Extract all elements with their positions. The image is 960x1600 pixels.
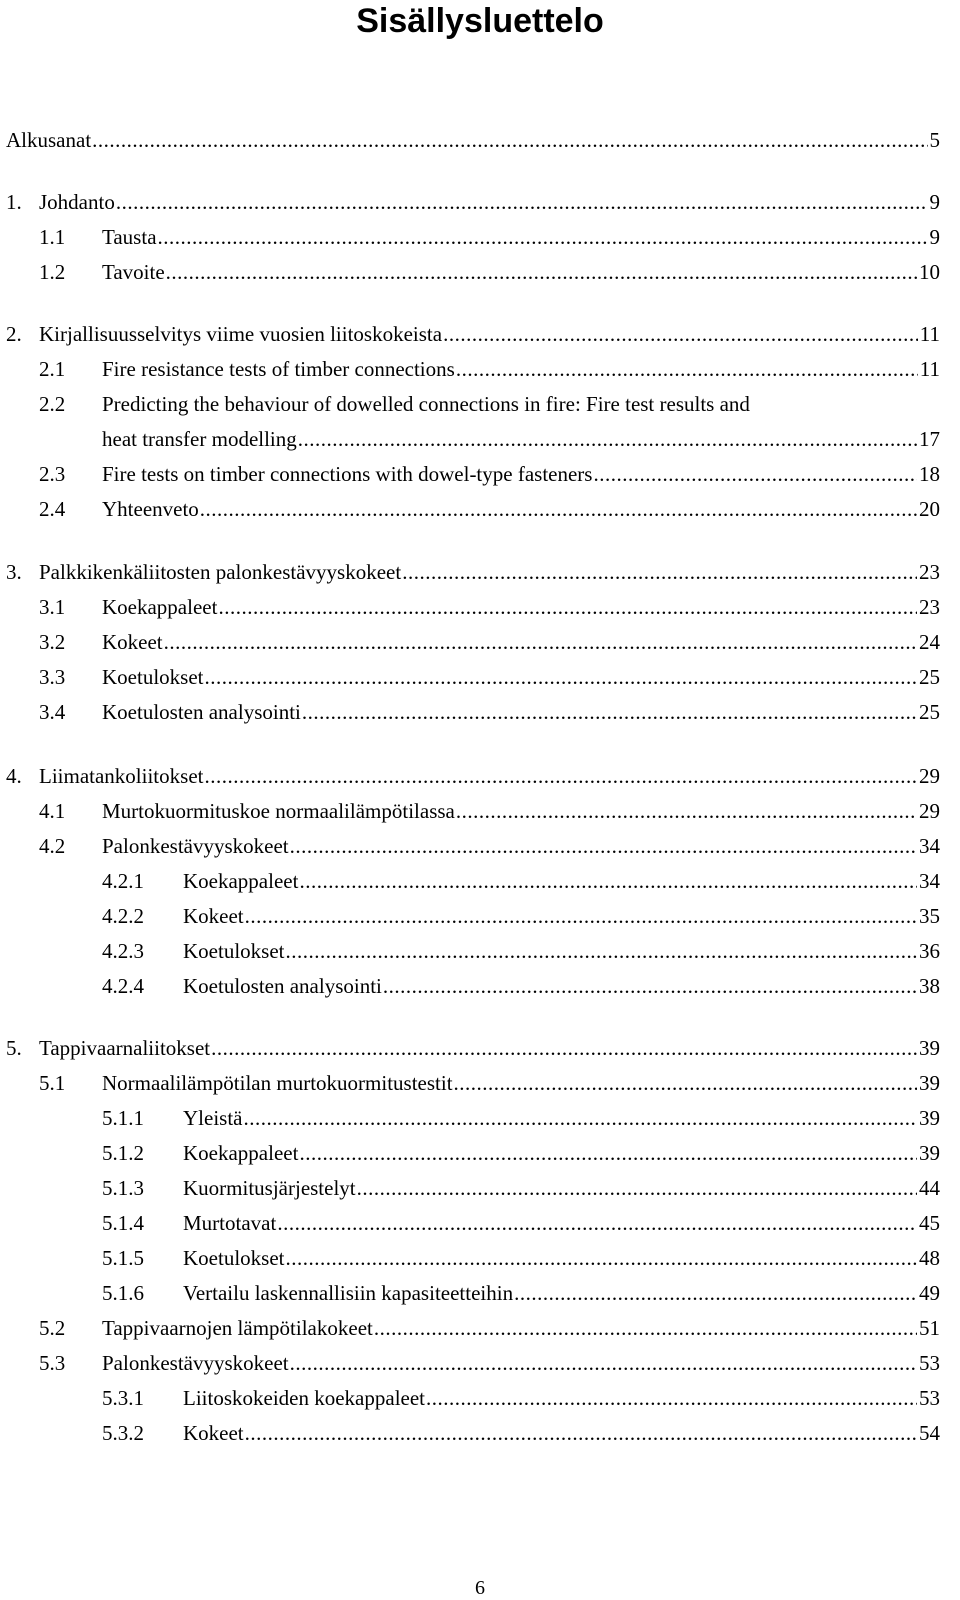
toc-entry-number: 2.3	[39, 462, 66, 486]
toc-leader	[116, 187, 928, 217]
toc-entry-text: Tausta	[102, 225, 157, 249]
toc-entry-number: 5.1.6	[102, 1281, 144, 1305]
toc-entry-text: Palkkikenkäliitosten palonkestävyyskokeet	[39, 560, 402, 584]
toc-entry-text: Kirjallisuusselvitys viime vuosien liitoskokeista	[39, 322, 443, 346]
toc-entry-text: Murtokuormituskoe normaalilämpötilassa	[102, 799, 455, 823]
toc-leader	[456, 354, 918, 384]
toc-entry-5-1-4[interactable]	[102, 1208, 940, 1238]
toc-entry-5-1-1[interactable]	[102, 1103, 940, 1133]
toc-entry-number: 2.4	[39, 497, 66, 521]
toc-entry-page: 24	[919, 630, 940, 654]
toc-entry-4-2-3[interactable]	[102, 936, 940, 966]
toc-entry-page: 38	[919, 974, 940, 998]
document-title: Sisällysluettelo	[356, 2, 604, 40]
toc-entry-number: 1.1	[39, 225, 66, 249]
toc-entry-text: Vertailu laskennallisiin kapasiteetteihin	[183, 1281, 514, 1305]
toc-entry-text: Koetulosten analysointi	[183, 974, 382, 998]
toc-leader	[92, 125, 927, 155]
toc-entry-page: 23	[919, 595, 940, 619]
toc-leader	[514, 1278, 917, 1308]
toc-leader	[374, 1313, 917, 1343]
toc-entry-page: 45	[919, 1211, 940, 1235]
toc-entry-3-4[interactable]	[39, 697, 940, 727]
toc-entry-5-1-5[interactable]	[102, 1243, 940, 1273]
toc-entry-text: Liimatankoliitokset	[39, 764, 204, 788]
toc-leader	[277, 1208, 917, 1238]
toc-entry-text: Kokeet	[102, 630, 163, 654]
toc-entry-page: 11	[919, 357, 940, 381]
toc-entry-text: Tappivaarnojen lämpötilakokeet	[102, 1316, 373, 1340]
toc-leader	[245, 901, 917, 931]
toc-entry-text: Johdanto	[39, 190, 115, 214]
toc-entry-text: Tappivaarnaliitokset	[39, 1036, 211, 1060]
toc-leader	[299, 866, 917, 896]
toc-entry-number: 4.	[6, 764, 22, 788]
toc-entry-page: 29	[919, 799, 940, 823]
toc-leader	[285, 1243, 917, 1273]
toc-entry-number: 5.3	[39, 1351, 66, 1375]
toc-entry-2-3[interactable]	[39, 459, 940, 489]
toc-entry-page: 10	[919, 260, 940, 284]
toc-leader	[456, 796, 917, 826]
toc-entry-text-continued: heat transfer modelling	[102, 427, 297, 451]
toc-entry-1-2[interactable]	[39, 257, 940, 287]
toc-entry-page: 39	[919, 1141, 940, 1165]
toc-entry-page: 34	[919, 869, 940, 893]
toc-leader	[204, 761, 917, 791]
toc-leader	[200, 494, 917, 524]
page-number: 6	[475, 1577, 485, 1599]
toc-entry-number: 4.2.4	[102, 974, 144, 998]
toc-entry-number: 5.2	[39, 1316, 66, 1340]
toc-entry-number: 4.1	[39, 799, 66, 823]
toc-entry-page: 36	[919, 939, 940, 963]
toc-entry-number: 5.3.2	[102, 1421, 144, 1445]
toc-entry-page: 25	[919, 700, 940, 724]
toc-entry-5-1[interactable]	[39, 1068, 940, 1098]
toc-entry-5-3-2[interactable]	[102, 1418, 940, 1448]
toc-entry-page: 11	[919, 322, 940, 346]
toc-entry-alkusanat[interactable]	[6, 125, 940, 155]
toc-entry-number: 3.4	[39, 700, 66, 724]
toc-entry-page: 54	[919, 1421, 940, 1445]
toc-entry-page: 35	[919, 904, 940, 928]
toc-entry-page: 9	[929, 225, 940, 249]
toc-entry-page: 39	[919, 1036, 940, 1060]
toc-entry-5[interactable]	[6, 1033, 940, 1063]
toc-leader	[426, 1383, 917, 1413]
toc-entry-page: 29	[919, 764, 940, 788]
toc-entry-page: 9	[929, 190, 940, 214]
toc-entry-number: 5.1.3	[102, 1176, 144, 1200]
toc-entry-4-2[interactable]	[39, 831, 940, 861]
toc-entry-4-2-4[interactable]	[102, 971, 940, 1001]
toc-entry-5-1-3[interactable]	[102, 1173, 940, 1203]
toc-entry-page: 39	[919, 1071, 940, 1095]
toc-entry-2-2[interactable]	[102, 424, 940, 454]
toc-leader	[302, 697, 917, 727]
toc-entry-page: 18	[919, 462, 940, 486]
toc-entry-5-3[interactable]	[39, 1348, 940, 1378]
toc-leader	[454, 1068, 917, 1098]
toc-entry-page: 34	[919, 834, 940, 858]
toc-entry-text: Tavoite	[102, 260, 165, 284]
toc-entry-text: Kuormitusjärjestelyt	[183, 1176, 356, 1200]
toc-entry-page: 49	[919, 1281, 940, 1305]
toc-leader	[243, 1103, 917, 1133]
toc-leader	[285, 936, 917, 966]
toc-leader	[158, 222, 928, 252]
toc-entry-number: 4.2.3	[102, 939, 144, 963]
toc-entry-page: 53	[919, 1351, 940, 1375]
toc-entry-number: 4.2.2	[102, 904, 144, 928]
toc-leader	[298, 424, 917, 454]
toc-entry-5-3-1[interactable]	[102, 1383, 940, 1413]
toc-entry-number: 1.	[6, 190, 22, 214]
toc-entry-1-1[interactable]	[39, 222, 940, 252]
toc-entry-number: 3.2	[39, 630, 66, 654]
toc-entry-text: Normaalilämpötilan murtokuormitustestit	[102, 1071, 453, 1095]
toc-leader	[383, 971, 917, 1001]
toc-entry-text: Yleistä	[183, 1106, 243, 1130]
toc-entry-text: Fire tests on timber connections with dowel-type fasteners	[102, 462, 593, 486]
toc-entry-page: 20	[919, 497, 940, 521]
toc-entry-4[interactable]	[6, 761, 940, 791]
toc-entry-text: Alkusanat	[6, 128, 92, 152]
toc-entry-3-3[interactable]	[39, 662, 940, 692]
toc-entry-text: Koetulokset	[183, 1246, 285, 1270]
toc-entry-2[interactable]	[6, 319, 940, 349]
toc-entry-text: Koekappaleet	[183, 1141, 299, 1165]
toc-entry-text: Koetulokset	[183, 939, 285, 963]
toc-entry-text: Predicting the behaviour of dowelled connections in fire: Fire test results and	[102, 392, 750, 416]
toc-entry-text: Koekappaleet	[102, 595, 218, 619]
toc-entry-text: Koetulokset	[102, 665, 204, 689]
toc-entry-number: 1.2	[39, 260, 66, 284]
toc-leader	[402, 557, 917, 587]
toc-entry-text: Koekappaleet	[183, 869, 299, 893]
toc-entry-3[interactable]	[6, 557, 940, 587]
toc-entry-text: Koetulosten analysointi	[102, 700, 301, 724]
toc-leader	[593, 459, 917, 489]
toc-entry-3-2[interactable]	[39, 627, 940, 657]
toc-entry-number: 2.	[6, 322, 22, 346]
toc-entry-2-1[interactable]	[39, 354, 940, 384]
toc-leader	[299, 1138, 917, 1168]
toc-entry-number: 5.1.1	[102, 1106, 144, 1130]
toc-entry-number: 5.3.1	[102, 1386, 144, 1410]
toc-entry-number: 4.2.1	[102, 869, 144, 893]
toc-entry-page: 5	[929, 128, 940, 152]
toc-entry-5-2[interactable]	[39, 1313, 940, 1343]
toc-entry-text: Kokeet	[183, 904, 244, 928]
toc-entry-page: 17	[919, 427, 940, 451]
toc-entry-number: 5.1.2	[102, 1141, 144, 1165]
toc-entry-text: Palonkestävyyskokeet	[102, 834, 289, 858]
toc-entry-text: Kokeet	[183, 1421, 244, 1445]
toc-entry-number: 5.	[6, 1036, 22, 1060]
toc-entry-5-1-6[interactable]	[102, 1278, 940, 1308]
toc-entry-4-2-1[interactable]	[102, 866, 940, 896]
toc-leader	[166, 257, 917, 287]
toc-entry-number: 4.2	[39, 834, 66, 858]
toc-entry-number: 5.1.4	[102, 1211, 144, 1235]
toc-leader	[290, 1348, 917, 1378]
toc-entry-number: 3.	[6, 560, 22, 584]
toc-entry-2-4[interactable]	[39, 494, 940, 524]
toc-entry-number: 2.2	[39, 392, 66, 416]
toc-entry-page: 39	[919, 1106, 940, 1130]
toc-entry-page: 44	[919, 1176, 940, 1200]
toc-entry-number: 5.1.5	[102, 1246, 144, 1270]
toc-leader	[164, 627, 917, 657]
toc-entry-1[interactable]	[6, 187, 940, 217]
toc-entry-page: 25	[919, 665, 940, 689]
toc-entry-page: 23	[919, 560, 940, 584]
toc-leader	[218, 592, 917, 622]
toc-entry-5-1-2[interactable]	[102, 1138, 940, 1168]
toc-leader	[443, 319, 918, 349]
toc-entry-page: 51	[919, 1316, 940, 1340]
toc-entry-number: 5.1	[39, 1071, 66, 1095]
toc-entry-text: Murtotavat	[183, 1211, 277, 1235]
toc-entry-2-2-line1[interactable]	[39, 389, 750, 419]
toc-entry-text: Liitoskokeiden koekappaleet	[183, 1386, 426, 1410]
toc-entry-4-2-2[interactable]	[102, 901, 940, 931]
toc-entry-page: 53	[919, 1386, 940, 1410]
toc-entry-text: Fire resistance tests of timber connections	[102, 357, 455, 381]
toc-entry-number: 3.1	[39, 595, 66, 619]
toc-entry-4-1[interactable]	[39, 796, 940, 826]
toc-leader	[357, 1173, 917, 1203]
toc-leader	[290, 831, 917, 861]
toc-entry-text: Palonkestävyyskokeet	[102, 1351, 289, 1375]
toc-entry-number: 2.1	[39, 357, 66, 381]
toc-leader	[245, 1418, 917, 1448]
toc-entry-page: 48	[919, 1246, 940, 1270]
toc-entry-text: Yhteenveto	[102, 497, 199, 521]
toc-entry-3-1[interactable]	[39, 592, 940, 622]
toc-entry-number: 3.3	[39, 665, 66, 689]
toc-leader	[204, 662, 917, 692]
toc-leader	[211, 1033, 917, 1063]
